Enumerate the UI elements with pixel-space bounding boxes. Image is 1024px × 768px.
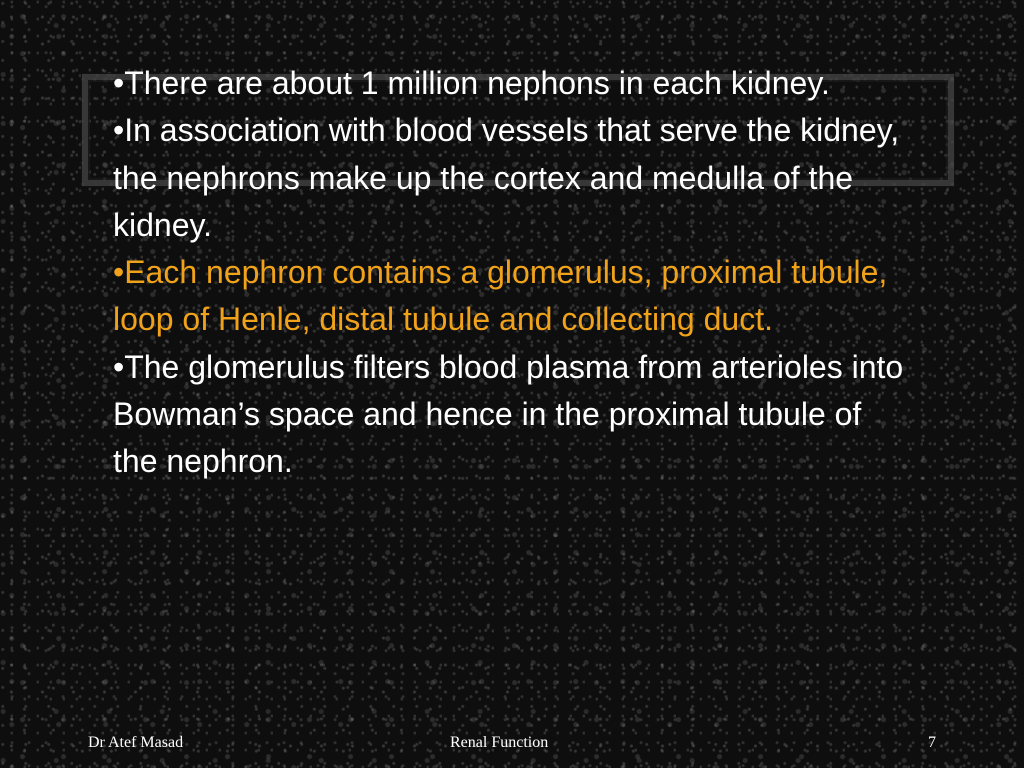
footer-author: Dr Atef Masad [88, 734, 184, 751]
footer-page-number: 7 [928, 734, 936, 751]
bullet-item-1: •There are about 1 million nephons in each kidney. [113, 65, 830, 101]
bullet-item-2: •In association with blood vessels that serve the kidney, the nephrons make up the cortex and medulla of the kidney. [113, 112, 900, 243]
bullet-item-3: •Each nephron contains a glomerulus, proximal tubule, loop of Henle, distal tubule and collecting duct. [113, 254, 888, 338]
footer-title: Renal Function [450, 734, 549, 751]
bullet-list [113, 60, 913, 486]
bullet-item-4: •The glomerulus filters blood plasma from arterioles into Bowman’s space and hence in the proximal tubule of the nephron. [113, 348, 904, 480]
